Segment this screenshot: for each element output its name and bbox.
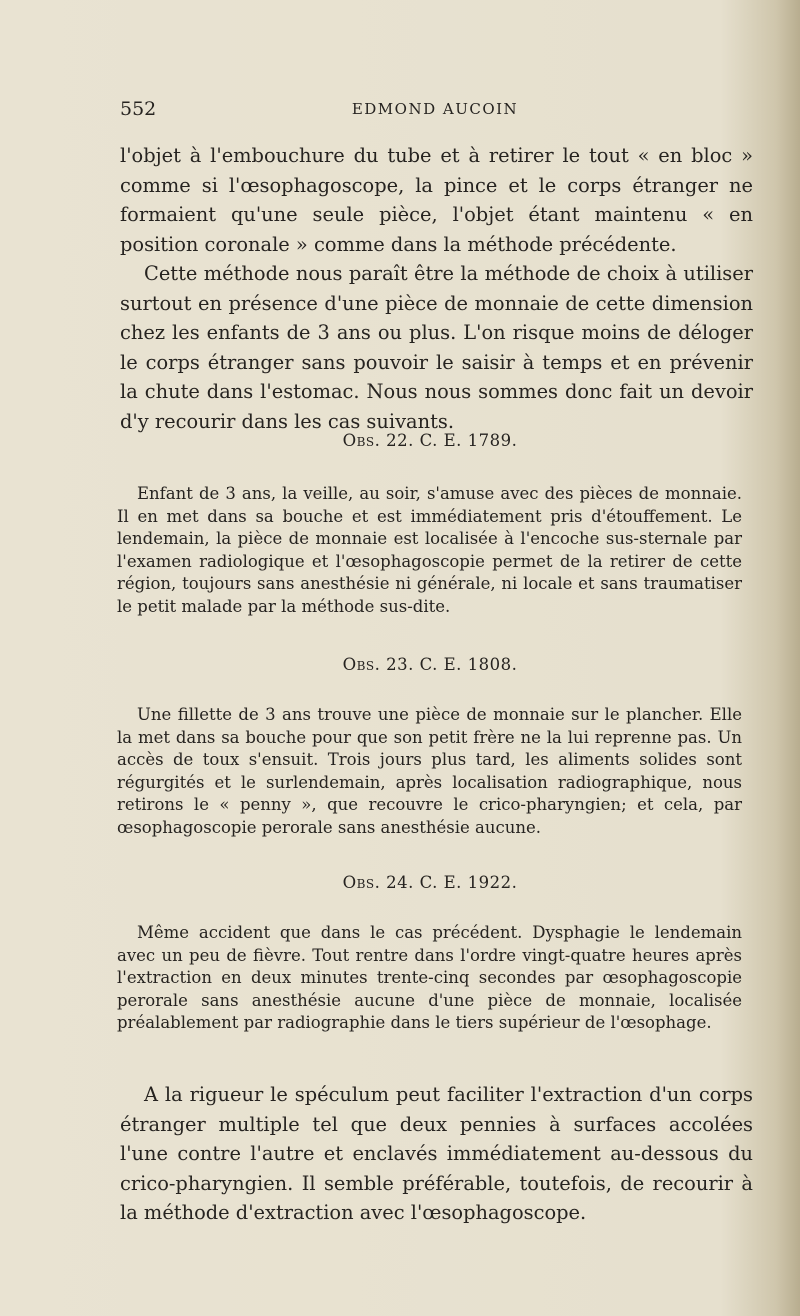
obs-ref: 24. C. E. 1922. [386,873,518,892]
observation-text-22: Enfant de 3 ans, la veille, au soir, s'amuse avec des pièces de monnaie. Il en met dans sa bouche et est immédiatement pris d'étouffement. Le lendemain, la pièce de monnaie est localisée à l'encoche sus-sternale par l'examen radiologique et l'œsophagoscopie permet de la retirer de cette région, toujours sans anesthésie ni générale, ni locale et sans traumatiser le petit malade par la méthode sus-dite. [117,484,742,616]
observation-heading-22 [120,431,740,450]
obs-label: Obs. [342,873,381,892]
observation-heading-23 [120,655,740,674]
running-head: EDMOND AUCOIN [351,100,519,118]
obs-ref: 22. C. E. 1789. [386,431,518,450]
page-header [120,98,750,122]
observation-text-24: Même accident que dans le cas précédent. Dysphagie le lendemain avec un peu de fièvre. Tout rentre dans l'ordre vingt-quatre heures après l'extraction en deux minutes trente-cinq secondes par œsophagoscopie perorale sans anesthésie aucune d'une pièce de monnaie, localisée préalablement par radiographie dans le tiers supérieur de l'œsophage. [117,923,742,1032]
final-paragraph: A la rigueur le spéculum peut faciliter l'extraction d'un corps étranger multiple tel que deux pennies à surfaces accolées l'une contre l'autre et enclavés immédiatement au-dessous du crico-pharyngien. Il semble préférable, toutefois, de recourir à la méthode d'extraction avec l'œsophagoscope. [120,1083,753,1224]
observation-text-23: Une fillette de 3 ans trouve une pièce de monnaie sur le plancher. Elle la met dans sa bouche pour que son petit frère ne la lui reprenne pas. Un accès de toux s'ensuit. Trois jours plus tard, les aliments solides sont régurgités et le surlendemain, après localisation radiographique, nous retirons le « penny », que recouvre le crico-pharyngien; et cela, par œsophagoscopie perorale sans anesthésie aucune. [117,705,742,837]
obs-ref: 23. C. E. 1808. [386,655,518,674]
method-paragraph: Cette méthode nous paraît être la méthode de choix à utiliser surtout en présence d'une pièce de monnaie de cette dimension chez les enfants de 3 ans ou plus. L'on risque moins de déloger le corps étranger sans pouvoir le saisir à temps et en prévenir la chute dans l'estomac. Nous nous sommes donc fait un devoir d'y recourir dans les cas suivants. [120,262,753,433]
observation-heading-24 [120,873,740,892]
continued-paragraph: l'objet à l'embouchure du tube et à retirer le tout « en bloc » comme si l'œsophagoscope, la pince et le corps étranger ne formaient qu'une seule pièce, l'objet étant maintenu « en position coronale » comme dans la méthode précédente. [120,144,753,256]
obs-label: Obs. [342,431,381,450]
body-paragraph-1 [120,141,753,436]
page-number: 552 [120,98,157,120]
obs-label: Obs. [342,655,381,674]
